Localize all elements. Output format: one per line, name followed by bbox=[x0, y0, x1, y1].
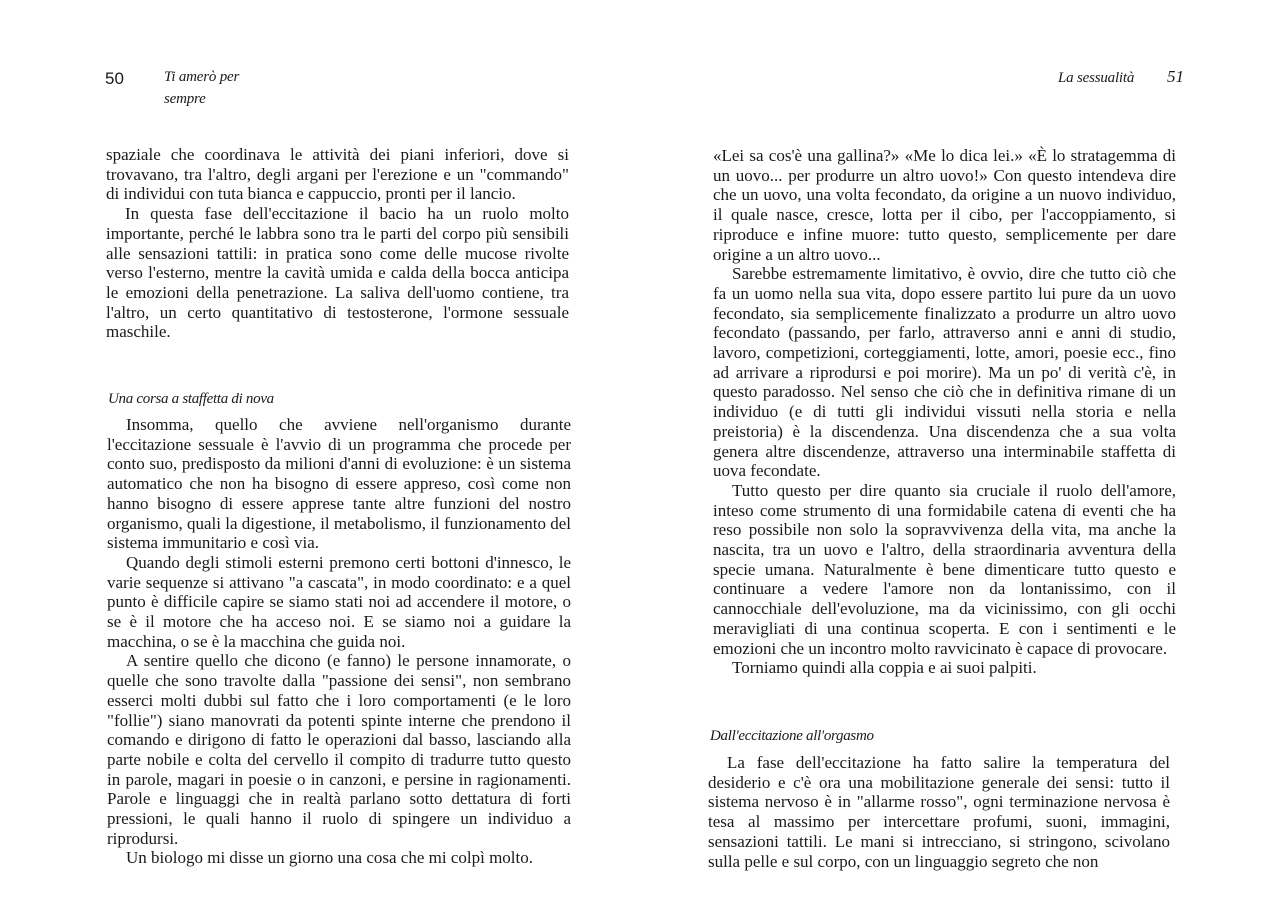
paragraph: Tutto questo per dire quanto sia cruciale il ruolo dell'amore, inteso come strumento di una formidabile catena di eventi che ha reso possibile non solo la sopravvivenza della vita, ma anche la nascita, tra un uovo e l'altro, della straordinaria avventura della specie umana. Naturalmente è bene dimenticare tutto questo e continuare a vedere l'amore non da lontanissimo, con il cannocchiale dell'evoluzione, ma da vicinissimo, con gli occhi meravigliati di una continua scoperta. E con i sentimenti e le emozioni che un incontro molto ravvicinato è capace di provocare. bbox=[713, 480, 1176, 658]
page-number: 51 bbox=[1167, 67, 1184, 86]
body-text-block bbox=[107, 415, 571, 868]
paragraph: Torniamo quindi alla coppia e ai suoi palpiti. bbox=[732, 658, 1037, 678]
section-title: Dall'eccitazione all'orgasmo bbox=[710, 728, 874, 744]
page-number: 50 bbox=[105, 69, 124, 88]
paragraph: Quando degli stimoli esterni premono certi bottoni d'innesco, le varie sequenze si attivano "a cascata", in modo coordinato: e a quel punto è difficile capire se siamo stati noi ad accendere il motore, o se è il motore che ha acceso noi. E se siamo noi a guidare la macchina, o se è la macchina che guida noi. bbox=[107, 552, 571, 651]
body-text-block bbox=[708, 753, 1170, 871]
paragraph: Insomma, quello che avviene nell'organismo durante l'eccitazione sessuale è l'avvio di un programma che procede per conto suo, predisposto da milioni d'anni di evoluzione: è un sistema automatico che non ha bisogno di essere appreso, così come non hanno bisogno di essere apprese tante altre funzioni del nostro organismo, quali la digestione, il metabolismo, il funzionamento del sistema immunitario e così via. bbox=[107, 415, 571, 553]
paragraph: In questa fase dell'eccitazione il bacio ha un ruolo molto importante, perché le labbra sono tra le parti del corpo più sensibili alle sensazioni tattili: in pratica sono come delle mucose rivolte verso l'esterno, mentre la cavità umida e calda della bocca anticipa le emozioni della penetrazione. La saliva dell'uomo contiene, tra l'altro, un certo quantitativo di testosterone, l'ormone sessuale maschile. bbox=[106, 204, 569, 342]
paragraph: La fase dell'eccitazione ha fatto salire la temperatura del desiderio e c'è ora una mobilitazione generale dei sensi: tutto il sistema nervoso è in "allarme rosso", ogni terminazione nervosa è tesa al massimo per intercettare profumi, suoni, immagini, sensazioni tattili. Le mani si intrecciano, si stringono, scivolano sulla pelle e sul corpo, con un linguaggio segreto che non bbox=[708, 753, 1170, 871]
body-text-block bbox=[713, 146, 1176, 678]
paragraph: Sarebbe estremamente limitativo, è ovvio, dire che tutto ciò che fa un uomo nella sua vita, dopo essere partito lui pure da un uovo fecondato, sia semplicemente finalizzato a produrre un altro uovo fecondato (passando, per farlo, attraverso anni e anni di studio, lavoro, competizioni, corteggiamenti, lotte, amori, poesie ecc., fino ad arrivare a riprodursi e poi morire). Ma un po' di verità c'è, in questo paradosso. Nel senso che ciò che in definitiva rimane di un individuo (e di tutti gli individui vissuti nella storia e nella preistoria) è la discendenza. Una discendenza che a sua volta genera altre discendenze, attraverso una interminabile staffetta di uova fecondate. bbox=[713, 264, 1176, 481]
paragraph: spaziale che coordinava le attività dei piani inferiori, dove si trovavano, tra l'altro, degli argani per l'erezione e un "commando" di individui con tuta bianca e cappuccio, pronti per il lancio. bbox=[106, 145, 569, 204]
body-text-block bbox=[106, 145, 569, 342]
paragraph: «Lei sa cos'è una gallina?» «Me lo dica lei.» «È lo stratagemma di un uovo... per produrre un altro uovo!» Con questo intendeva dire che un uovo, una volta fecondato, da origine a un nuovo individuo, il quale nasce, cresce, lotta per il cibo, per l'accoppiamento, si riproduce e infine muore: tutto questo, semplicemente per dare origine a un altro uovo... bbox=[713, 146, 1176, 264]
section-title: Una corsa a staffetta di nova bbox=[108, 391, 274, 407]
paragraph: A sentire quello che dicono (e fanno) le persone innamorate, o quelle che sono travolte dalla "passione dei sensi", non sembrano esserci molti dubbi sul fatto che i loro comportamenti (e le loro "follie") siano manovrati da potenti spinte interne che prendono il comando e dirigono di fatto le operazioni dal basso, lasciando alla parte nobile e colta del cervello il compito di tradurre tutto questo in parole, magari in poesie o in canzoni, e persine in ragionamenti. Parole e linguaggi che in realtà parlano sotto dettatura di forti pressioni, le quali hanno il ruolo di spingere un individuo a riprodursi. bbox=[107, 651, 571, 848]
right-page bbox=[640, 0, 1280, 905]
running-head: Ti amerò per sempre bbox=[164, 69, 240, 107]
paragraph: Un biologo mi disse un giorno una cosa che mi colpì molto. bbox=[126, 848, 534, 868]
running-head: La sessualità bbox=[1058, 70, 1135, 86]
